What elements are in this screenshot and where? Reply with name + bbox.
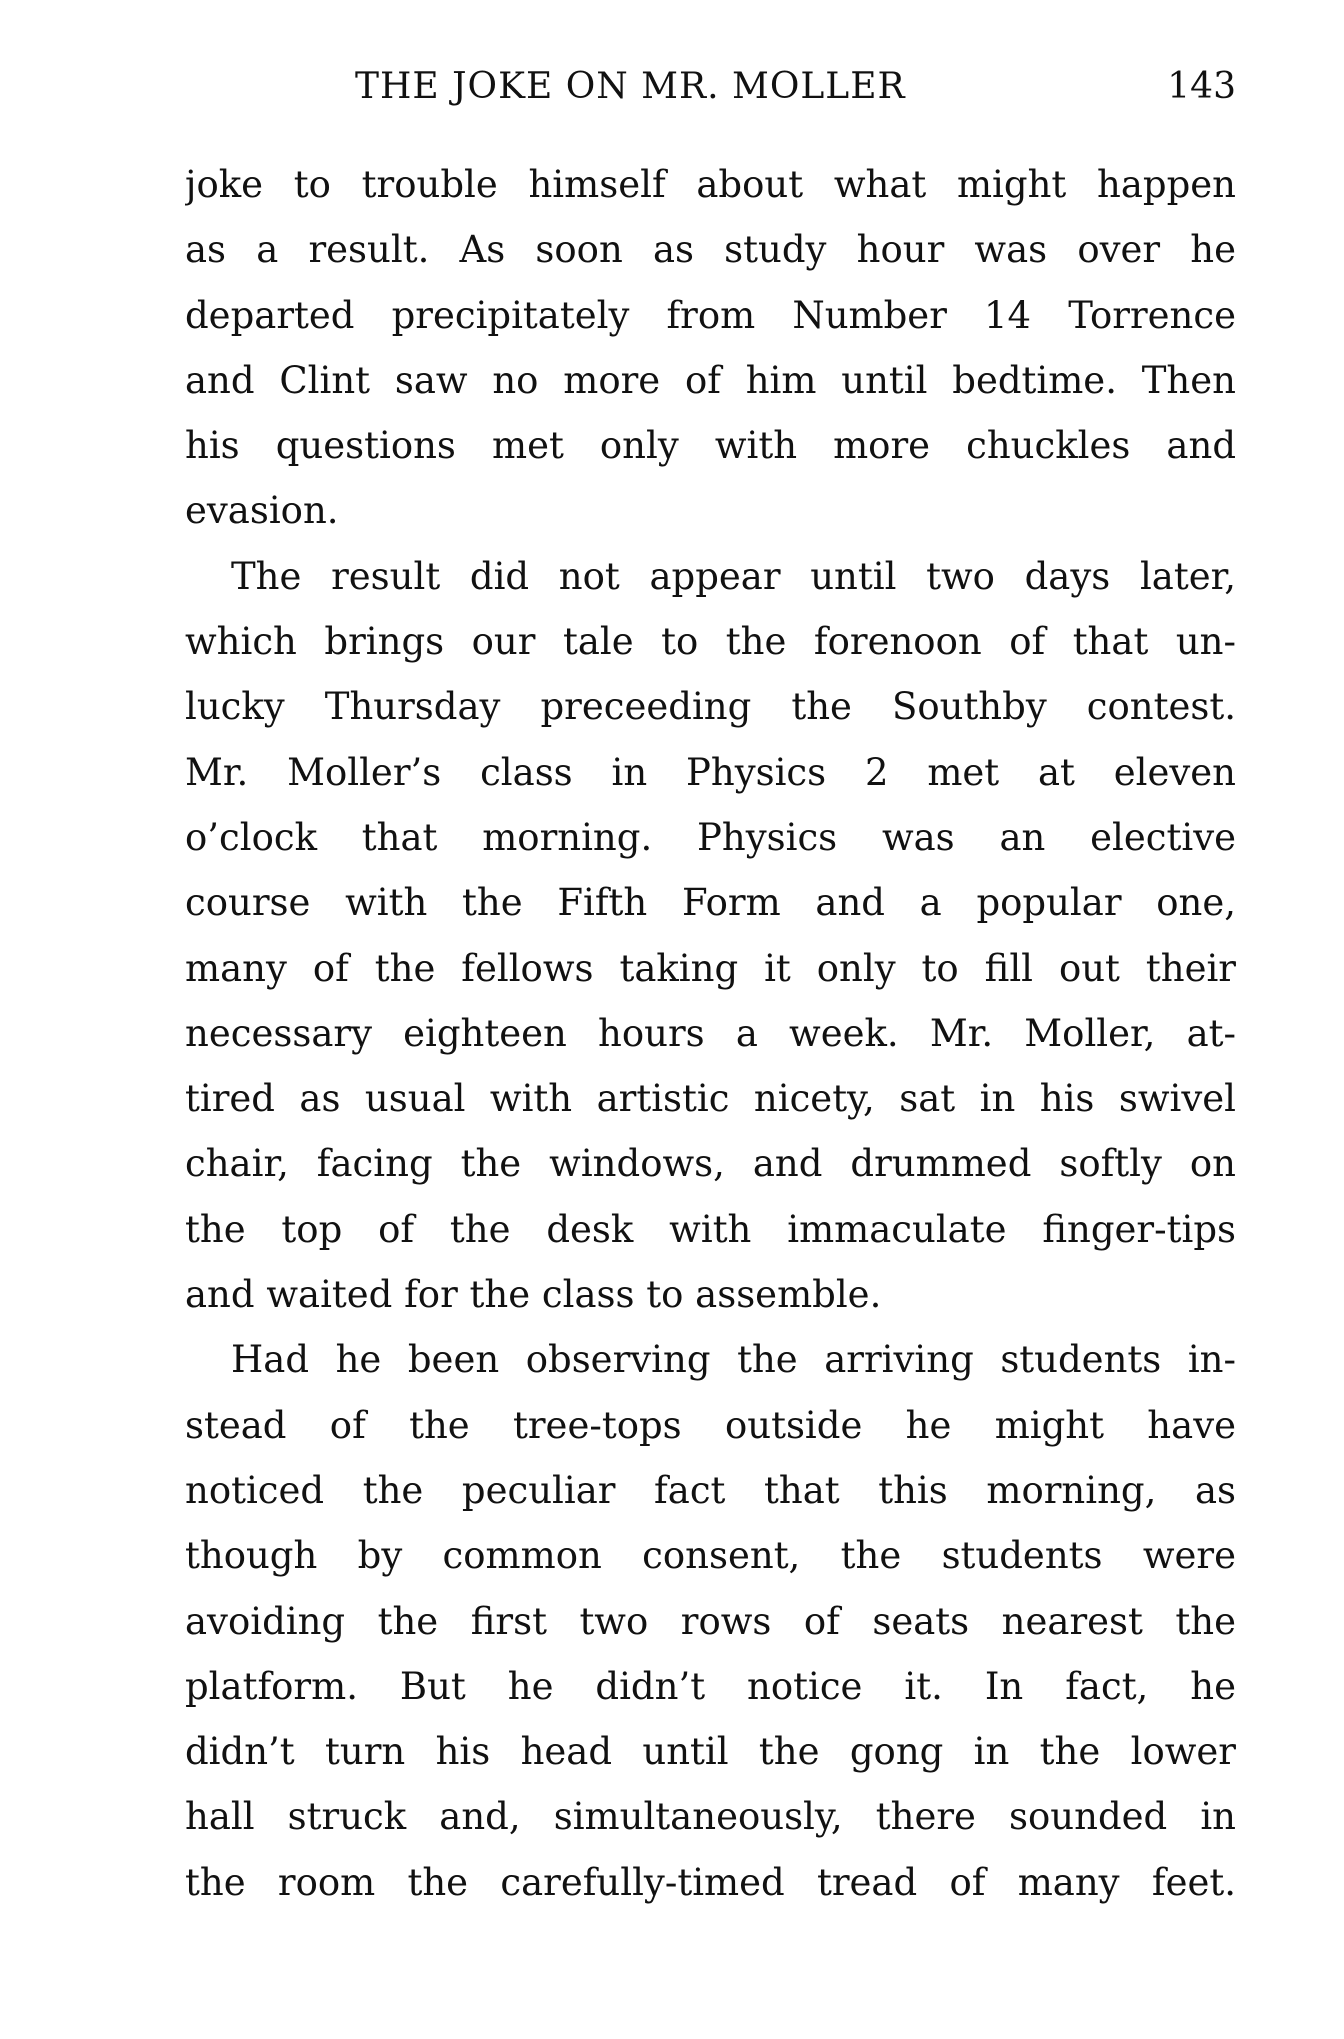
text-line: Mr. Moller’s class in Physics 2 met at eleven	[185, 750, 1236, 794]
text-line: the room the carefully-timed tread of many feet.	[185, 1860, 1236, 1904]
text-line: many of the fellows taking it only to fill out their	[185, 946, 1236, 990]
text-line: hall struck and, simultaneously, there sounded in	[185, 1795, 1236, 1839]
text-line: lucky Thursday preceeding the Southby contest.	[185, 685, 1236, 729]
text-line: avoiding the first two rows of seats nearest the	[185, 1599, 1236, 1643]
text-line: evasion.	[185, 489, 339, 533]
paragraph	[185, 152, 1236, 544]
text-line: noticed the peculiar fact that this morning, as	[185, 1468, 1236, 1512]
text-line: which brings our tale to the forenoon of that un-	[185, 620, 1236, 664]
paragraph	[185, 544, 1236, 1328]
chapter-title: THE JOKE ON MR. MOLLER	[355, 66, 906, 107]
text-line: stead of the tree-tops outside he might have	[185, 1403, 1236, 1447]
text-line: Had he been observing the arriving students in-	[231, 1338, 1236, 1382]
text-line: necessary eighteen hours a week. Mr. Moller, at-	[185, 1011, 1236, 1055]
paragraph	[185, 1327, 1236, 1915]
text-line: the top of the desk with immaculate finger-tips	[185, 1207, 1236, 1251]
text-line: course with the Fifth Form and a popular one,	[185, 881, 1236, 925]
page-body	[185, 152, 1236, 1915]
page-number: 143	[1167, 66, 1236, 107]
text-line: and waited for the class to assemble.	[185, 1273, 882, 1317]
text-line: The result did not appear until two days later,	[231, 554, 1236, 598]
text-line: joke to trouble himself about what might happen	[185, 163, 1236, 206]
text-line: departed precipitately from Number 14 Torrence	[185, 293, 1236, 337]
text-line: his questions met only with more chuckles and	[185, 424, 1236, 468]
text-line: o’clock that morning. Physics was an elective	[185, 815, 1236, 859]
text-line: and Clint saw no more of him until bedtime. Then	[185, 358, 1236, 402]
text-line: though by common consent, the students were	[185, 1534, 1236, 1578]
text-line: tired as usual with artistic nicety, sat in his swivel	[185, 1077, 1236, 1121]
text-line: didn’t turn his head until the gong in the lower	[185, 1730, 1236, 1774]
text-line: platform. But he didn’t notice it. In fact, he	[185, 1664, 1236, 1708]
text-line: chair, facing the windows, and drummed softly on	[185, 1142, 1236, 1186]
running-header	[355, 66, 1236, 116]
text-line: as a result. As soon as study hour was over he	[185, 228, 1236, 272]
